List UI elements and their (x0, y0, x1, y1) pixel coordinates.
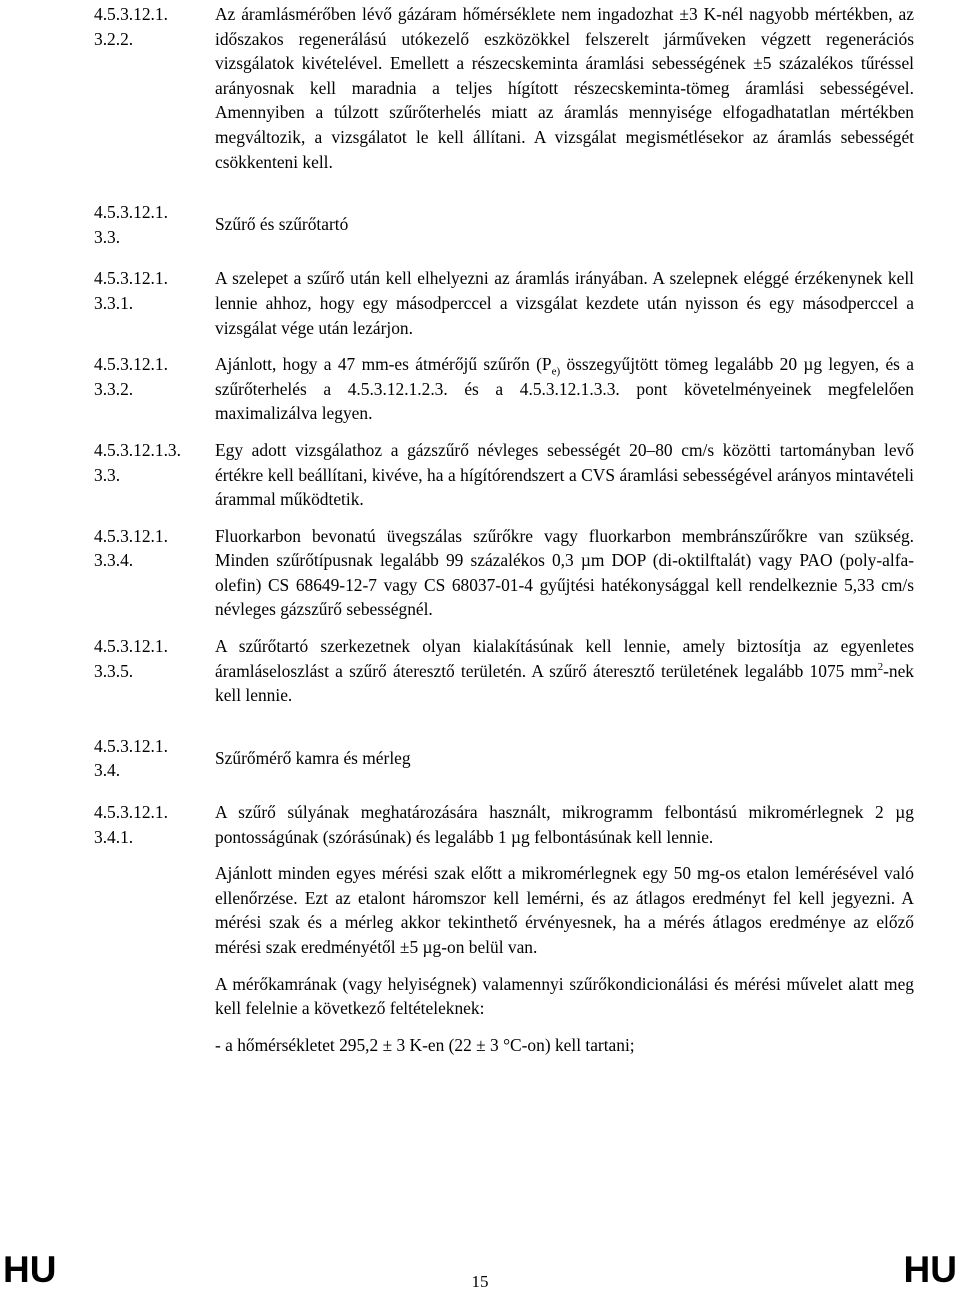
document-body (94, 2, 914, 1057)
section-number: 4.5.3.12.1.3. 3.3. (94, 439, 181, 485)
section-3-3-1 (94, 266, 914, 340)
paragraph: Ajánlott minden egyes mérési szak előtt a mikromérlegnek egy 50 mg-os etalon lemérésével való ellenőrzése. Ezt az etalont háromszor kell lemérni, és az átlagos eredményt fel kell jegyezni. A mérési szak és a mérleg akkor tekinthető érvényesnek, ha a mérés átlagos eredménye az előző mérési szak eredményétől ±5 µg-on belül van. (215, 863, 914, 957)
section-3-4 (94, 734, 914, 783)
section-3-2-2 (94, 2, 914, 174)
paragraph: A szűrőtartó szerkezetnek olyan kialakításúnak kell lennie, amely biztosítja az egyenletes áramláseloszlást a szűrő áteresztő területén. A szűrő áteresztő területének legalább 1075 $mm^2$-nek kell lennie. (215, 636, 914, 706)
section-number: 4.5.3.12.1. 3.4.1. (94, 802, 168, 847)
section-number: 4.5.3.12.1. 3.4. (94, 735, 168, 781)
paragraph: Az áramlásmérőben lévő gázáram hőmérséklete nem ingadozhat ±3 K-nél nagyobb mértékben, az időszakos regenerálású utókezelő eszközökkel felszerelt járműveken végzett regenerációs vizsgálatok kivételével. Emellett a részecskeminta áramlási sebességének ±5 százalékos tűréssel arányosnak kell maradnia a teljes hígított részecskeminta-tömeg áramlási sebességével. Amennyiben a túlzott szűrőterhelés miatt az áramlás mennyisége elfogadhatatlan mértékben megváltozik, a vizsgálatot le kell állítani. A vizsgálat megismétlésekor az áramlás sebességét csökkenteni kell. (215, 4, 914, 172)
language-code-left: HU (3, 1249, 57, 1290)
section-3-3-3 (94, 438, 914, 512)
paragraph: Fluorkarbon bevonatú üvegszálas szűrőkre vagy fluorkarbon membránszűrőkre van szükség. Minden szűrőtípusnak legalább 99 százalékos 0,3 µm DOP (di-oktilftalát) vagy PAO (poly-alfa-olefin) CS 68649-12-7 vagy CS 68037-01-4 gyűjtési hatékonysággal kell rendelkeznie 5,33 cm/s névleges gázszűrő sebességnél. (215, 525, 914, 620)
paragraph: A mérőkamrának (vagy helyiségnek) valamennyi szűrőkondicionálási és mérési művelet alatt meg kell felelnie a következő feltételeknek: (215, 973, 914, 1019)
section-number: 4.5.3.12.1. 3.3.2. (94, 354, 168, 399)
language-code-right: HU (903, 1249, 957, 1290)
paragraph: Egy adott vizsgálathoz a gázszűrő névleges sebességét 20–80 cm/s közötti tartományban levő értékre kell beállítani, kivéve, ha a hígítórendszert a CVS áramlási sebességével arányos mintavételi árammal működtetik. (215, 439, 914, 510)
paragraph: Ajánlott, hogy a 47 mm-es átmérőjű szűrőn ($P_{e)}$ összegyűjtött tömeg legalább 20 µg legyen, és a szűrőterhelés a 4.5.3.12.1.2.3. és a 4.5.3.12.1.3.3. pont követelményeinek megfelelően maximalizálva legyen. (215, 354, 914, 424)
paragraph: A szűrő súlyának meghatározására használt, mikrogramm felbontású mikromérlegnek 2 µg pontosságúnak (szórásúnak) és legalább 1 µg felbontásúnak kell lennie. (215, 802, 914, 847)
section-3-3-4 (94, 524, 914, 622)
section-number: 4.5.3.12.1. 3.2.2. (94, 4, 168, 49)
section-heading: Szűrő és szűrőtartó (215, 214, 349, 235)
section-number: 4.5.3.12.1. 3.3.4. (94, 525, 168, 571)
paragraph: A szelepet a szűrő után kell elhelyezni az áramlás irányában. A szelepnek eléggé érzékenynek kell lennie ahhoz, hogy egy másodperccel a vizsgálat kezdete után nyisson és egy másodperccel a vizsgálat vége után lezárjon. (215, 268, 914, 338)
list-item: - a hőmérsékletet 295,2 ± 3 K-en (22 ± 3 °C-on) kell tartani; (215, 1034, 635, 1055)
section-number: 4.5.3.12.1. 3.3.1. (94, 268, 168, 313)
section-3-3-2 (94, 352, 914, 426)
section-heading: Szűrőmérő kamra és mérleg (215, 747, 411, 768)
page-number: 15 (471, 1272, 489, 1291)
section-number: 4.5.3.12.1. 3.3. (94, 202, 168, 247)
section-3-3-5 (94, 634, 914, 708)
section-number: 4.5.3.12.1. 3.3.5. (94, 636, 168, 681)
section-3-4-1 (94, 800, 914, 849)
section-3-3 (94, 200, 914, 249)
